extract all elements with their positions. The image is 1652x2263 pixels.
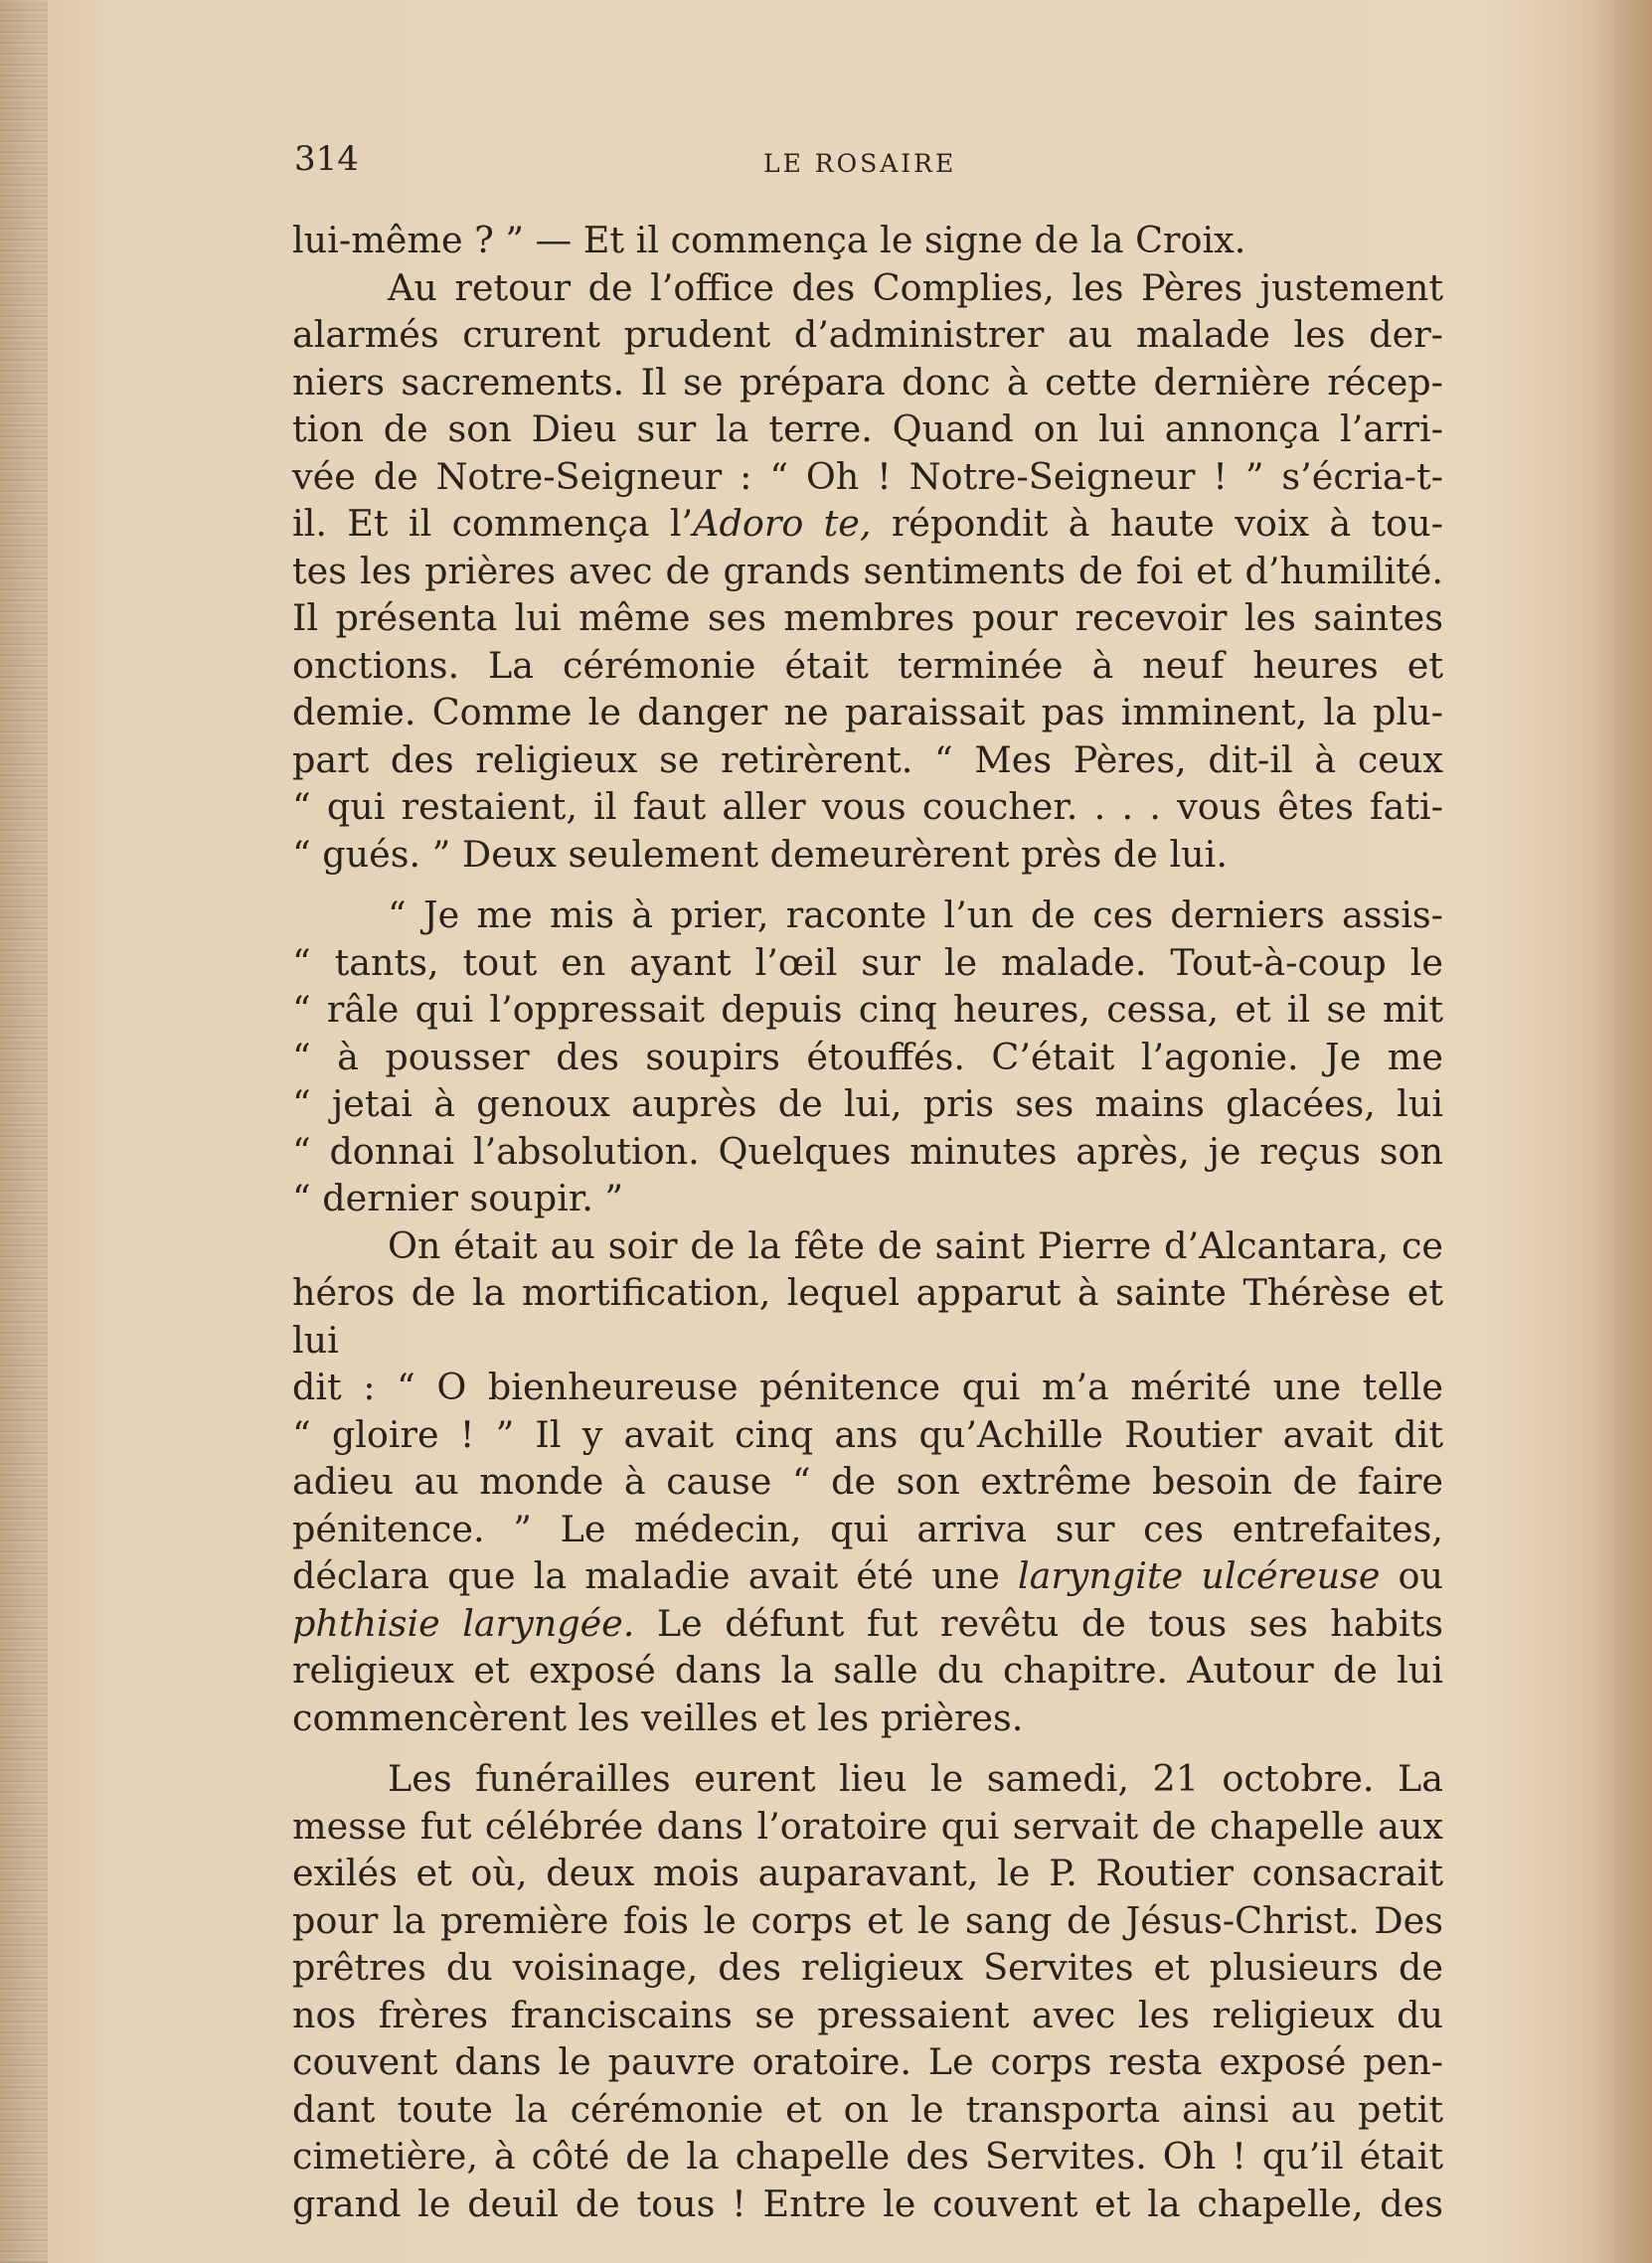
text-run: répondit à haute voix à tou- <box>871 502 1443 545</box>
paragraph-line: cimetière, à côté de la chapelle des Servites. Oh ! qu’il était <box>292 2135 1443 2178</box>
paragraph-line: dit : “ O bienheureuse pénitence qui m’a mérité une telle <box>292 1366 1443 1408</box>
paragraph-line <box>292 1600 1443 1648</box>
page-number: 314 <box>294 139 359 179</box>
paragraph-line: “ râle qui l’oppressait depuis cinq heures, cessa, et il se mit <box>292 988 1443 1031</box>
italic-term: phthisie laryngée. <box>292 1601 635 1645</box>
italic-term: laryngite ulcéreuse <box>1017 1554 1381 1597</box>
text-run: ou <box>1380 1554 1443 1597</box>
paragraph-line: adieu au monde à cause “ de son extrême besoin de faire <box>292 1460 1443 1503</box>
paragraph-line: “ tants, tout en ayant l’œil sur le malade. Tout-à-coup le <box>292 940 1443 984</box>
paragraph-line: héros de la mortification, lequel apparut à sainte Thérèse et lui <box>292 1271 1443 1362</box>
paragraph-line: niers sacrements. Il se prépara donc à cette dernière récep- <box>292 360 1443 404</box>
paragraph-line <box>292 1552 1443 1600</box>
binding-gutter <box>0 0 48 2263</box>
paragraph-line: “ donnai l’absolution. Quelques minutes après, je reçus son <box>292 1129 1443 1173</box>
paragraph-line: alarmés crurent prudent d’administrer au malade les der- <box>292 313 1443 356</box>
italic-title: Adoro te, <box>693 502 872 545</box>
paragraph <box>292 1755 1443 2227</box>
paragraph <box>292 1222 1443 1742</box>
paragraph-line: messe fut célébrée dans l’oratoire qui servait de chapelle aux <box>292 1804 1443 1848</box>
paragraph-line: prêtres du voisinage, des religieux Servites et plusieurs de <box>292 1946 1443 1989</box>
paragraph-line: demie. Comme le danger ne paraissait pas imminent, la plu- <box>292 691 1443 733</box>
paragraph-line: commencèrent les veilles et les prières. <box>292 1696 1024 1739</box>
paragraph-line: “ qui restaient, il faut aller vous coucher. . . . vous êtes fati- <box>292 785 1443 828</box>
paragraph-line: onctions. La cérémonie était terminée à neuf heures et <box>292 643 1443 687</box>
paragraph-line: “ gués. ” Deux seulement demeurèrent près de lui. <box>292 832 1228 876</box>
paragraph-line: vée de Notre-Seigneur : “ Oh ! Notre-Seigneur ! ” s’écria-t- <box>292 454 1443 498</box>
text-run: il. Et il commença l’ <box>292 502 694 545</box>
paragraph-line: religieux et exposé dans la salle du chapitre. Autour de lui <box>292 1649 1443 1692</box>
paragraph-line <box>292 500 1443 548</box>
paragraph-line: tion de son Dieu sur la terre. Quand on lui annonça l’arri- <box>292 407 1443 450</box>
text-run: Le défunt fut revêtu de tous ses habits <box>634 1601 1443 1645</box>
paragraph-line: couvent dans le pauvre oratoire. Le corps resta exposé pen- <box>292 2040 1443 2083</box>
page-header <box>294 139 1447 189</box>
paragraph-line: “ gloire ! ” Il y avait cinq ans qu’Achille Routier avait dit <box>292 1412 1443 1456</box>
paragraph-line: Au retour de l’office des Complies, les Pères justement <box>388 265 1443 309</box>
paragraph-line: Il présenta lui même ses membres pour recevoir les saintes <box>292 596 1443 639</box>
paragraph-line: pénitence. ” Le médecin, qui arriva sur ces entrefaites, <box>292 1507 1443 1550</box>
text-run: déclara que la maladie avait été une <box>292 1554 1018 1597</box>
paragraph-line: tes les prières avec de grands sentiments de foi et d’humilité. <box>292 549 1443 592</box>
paragraph <box>292 264 1443 879</box>
paragraph-line: lui-même ? ” — Et il commença le signe de la Croix. <box>292 219 1246 261</box>
paragraph <box>292 891 1443 1222</box>
paragraph-line: nos frères franciscains se pressaient avec les religieux du <box>292 1993 1443 2036</box>
paragraph-line: Les funérailles eurent lieu le samedi, 21 octobre. La <box>388 1757 1443 1800</box>
paragraph-line: pour la première fois le corps et le sang de Jésus-Christ. Des <box>292 1898 1443 1942</box>
running-title: LE ROSAIRE <box>763 149 957 178</box>
paragraph-line: grand le deuil de tous ! Entre le couvent et la chapelle, des <box>292 2182 1443 2225</box>
paragraph-line: “ dernier soupir. ” <box>292 1177 624 1219</box>
paragraph-line: part des religieux se retirèrent. “ Mes Pères, dit-il à ceux <box>292 737 1443 781</box>
paragraph-line: exilés et où, deux mois auparavant, le P. Routier consacrait <box>292 1852 1443 1894</box>
paragraph-line: “ à pousser des soupirs étouffés. C’était l’agonie. Je me <box>292 1035 1443 1078</box>
page-edge-shading <box>1592 0 1652 2263</box>
paragraph-line: dant toute la cérémonie et on le transporta ainsi au petit <box>292 2087 1443 2131</box>
paragraph-line: “ Je me mis à prier, raconte l’un de ces derniers assis- <box>388 893 1443 936</box>
paragraph-line: On était au soir de la fête de saint Pierre d’Alcantara, ce <box>388 1223 1443 1267</box>
paragraph-line: “ jetai à genoux auprès de lui, pris ses mains glacées, lui <box>292 1082 1443 1125</box>
body-text <box>292 217 1443 2227</box>
